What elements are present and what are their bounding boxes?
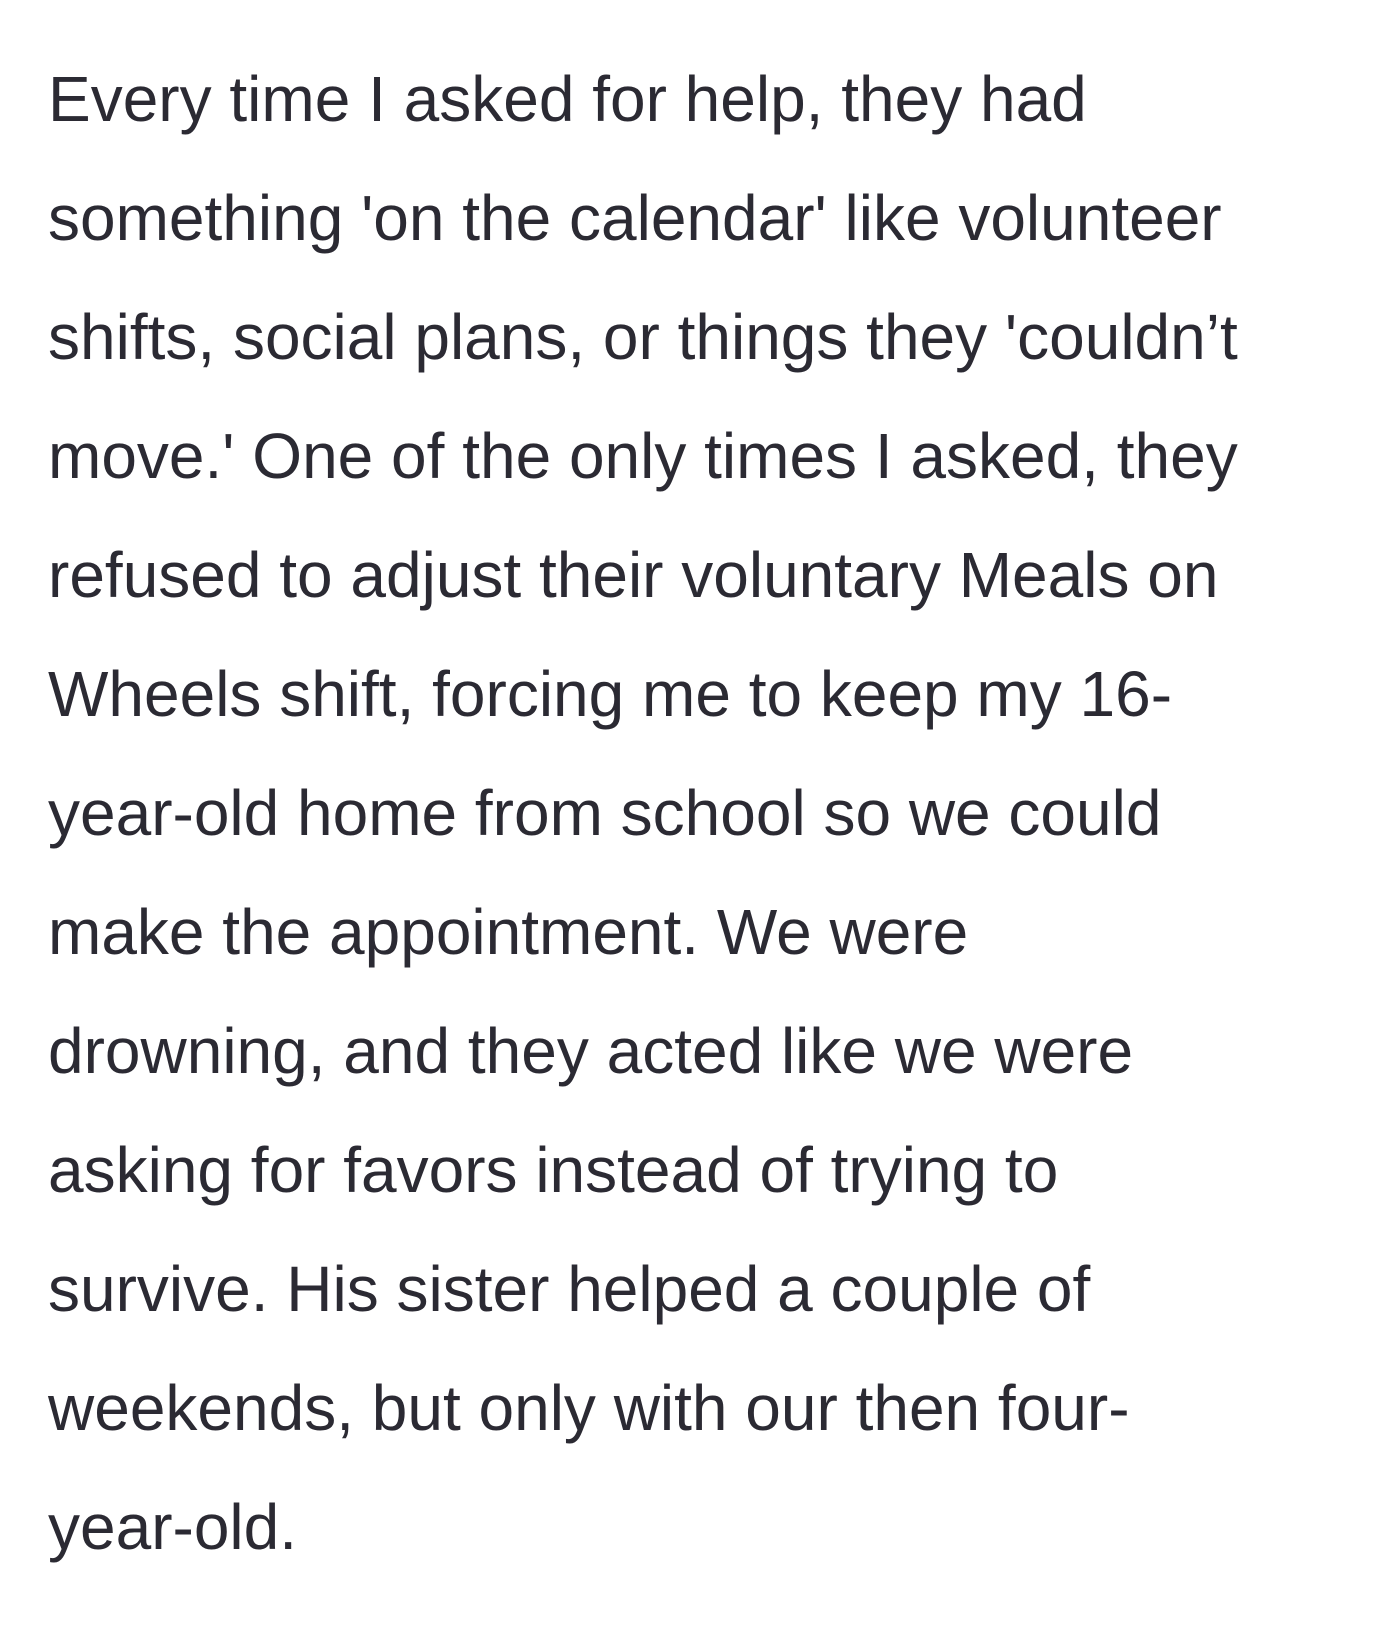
paragraph-line: shifts, social plans, or things they 'couldn’t xyxy=(48,301,1238,373)
paragraph-line: year-old. xyxy=(48,1491,297,1563)
paragraph-line: Every time I asked for help, they had xyxy=(48,63,1087,135)
paragraph-line: Wheels shift, forcing me to keep my 16- xyxy=(48,658,1172,730)
story-paragraph xyxy=(48,0,1378,1587)
paragraph-line: something 'on the calendar' like volunteer xyxy=(48,182,1222,254)
paragraph-line: survive. His sister helped a couple of xyxy=(48,1253,1091,1325)
paragraph-line: drowning, and they acted like we were xyxy=(48,1015,1134,1087)
article-body xyxy=(48,0,1378,1587)
paragraph-line: move.' One of the only times I asked, they xyxy=(48,420,1238,492)
paragraph-line: year-old home from school so we could xyxy=(48,777,1162,849)
paragraph-line: make the appointment. We were xyxy=(48,896,969,968)
paragraph-line: asking for favors instead of trying to xyxy=(48,1134,1059,1206)
paragraph-line: weekends, but only with our then four- xyxy=(48,1372,1130,1444)
paragraph-line: refused to adjust their voluntary Meals on xyxy=(48,539,1219,611)
